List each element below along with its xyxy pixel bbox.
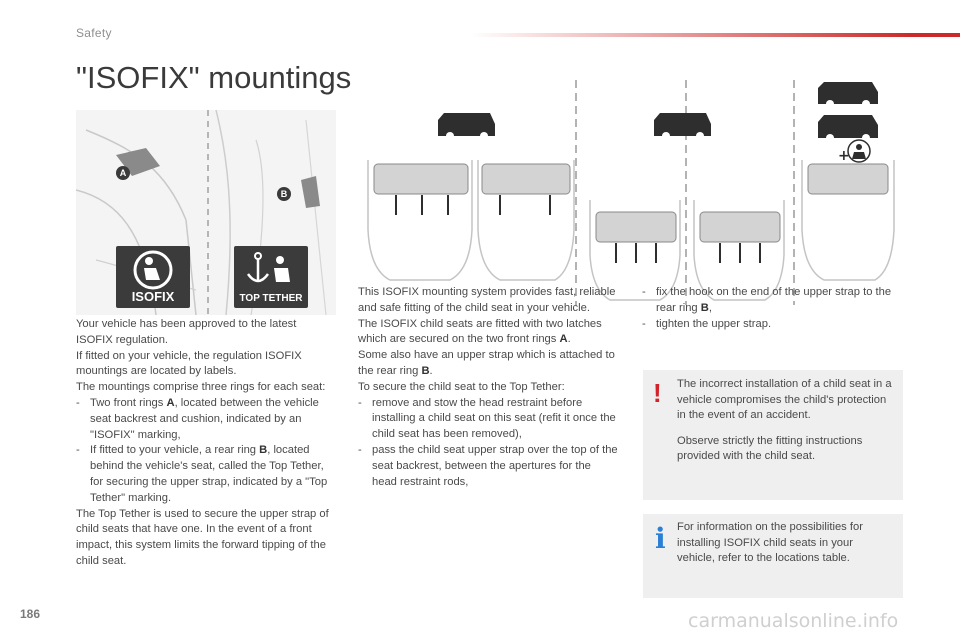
seat-illustration xyxy=(76,110,336,315)
page-title: "ISOFIX" mountings xyxy=(76,60,352,95)
latches-paragraph: The ISOFIX child seats are fitted with two latches which are secured on the two front rings A. xyxy=(358,317,602,346)
approval-paragraph: Your vehicle has been approved to the latest ISOFIX regulation. xyxy=(76,318,297,346)
upper-strap-paragraph: Some also have an upper strap which is attached to the rear ring B. xyxy=(358,349,615,377)
text-column-3 xyxy=(642,285,902,332)
secure-intro-paragraph: To secure the child seat to the Top Tether: xyxy=(358,380,565,393)
seat-layouts-figure xyxy=(360,80,900,305)
list-item-rear-ring: - If fitted to your vehicle, a rear ring B, located behind the vehicle's seat, called the Top Tether, for securing the upper strap, indicated by a "Top Tether" marking. xyxy=(76,443,332,506)
system-paragraph: This ISOFIX mounting system provides fast, reliable and safe fitting of the child seat in your vehicle. xyxy=(358,286,616,314)
top-tether-paragraph: The Top Tether is used to secure the upper strap of child seats that have one. In the event of a front impact, this system limits the forward tipping of the child seat. xyxy=(76,507,329,567)
ring-a-marker: A xyxy=(116,166,130,180)
top-tether-badge xyxy=(234,246,308,308)
list-item-pass-strap: - pass the child seat upper strap over the top of the seat backrest, between the apertures for the head restraint rods, xyxy=(358,443,618,490)
anchor-seat-icon xyxy=(234,246,308,294)
svg-text:+: + xyxy=(838,148,850,164)
page-number: 186 xyxy=(20,607,41,621)
warning-box xyxy=(643,370,903,500)
labels-paragraph: If fitted on your vehicle, the regulation ISOFIX mountings are located by labels. xyxy=(76,349,302,378)
warning-text-2: Observe strictly the fitting instructions provided with the child seat. xyxy=(677,434,863,463)
top-tether-badge-label: TOP TETHER xyxy=(239,293,303,304)
text-column-2 xyxy=(358,285,618,490)
isofix-badge xyxy=(116,246,190,308)
section-title: Safety xyxy=(76,26,112,40)
exclamation-icon: ! xyxy=(653,378,662,408)
isofix-badge-label: ISOFIX xyxy=(131,289,175,304)
child-seat-icon xyxy=(116,246,190,294)
info-text: For information on the possibilities for installing ISOFIX child seats in your vehicle, refer to the locations table. xyxy=(677,521,863,565)
seat-layouts-drawing xyxy=(360,80,900,305)
list-item-fix-hook: - fix the hook on the end of the upper strap to the rear ring B, xyxy=(642,285,902,317)
ring-b-marker: B xyxy=(277,187,291,201)
header-rule xyxy=(470,33,960,37)
watermark: carmanualsonline.info xyxy=(688,610,899,632)
info-icon: i xyxy=(655,522,666,555)
list-item-tighten-strap: - tighten the upper strap. xyxy=(642,317,902,333)
text-column-1 xyxy=(76,317,332,570)
warning-text-1: The incorrect installation of a child seat in a vehicle compromises the child's protection in the event of an accident. xyxy=(677,378,892,422)
list-item-remove-restraint: - remove and stow the head restraint before installing a child seat on this seat (refit it once the child seat has been removed), xyxy=(358,396,618,443)
rings-intro-paragraph: The mountings comprise three rings for each seat: xyxy=(76,381,326,394)
list-item-front-rings: - Two front rings A, located between the vehicle seat backrest and cushion, indicated by an "ISOFIX" marking, xyxy=(76,396,332,443)
info-box xyxy=(643,514,903,598)
